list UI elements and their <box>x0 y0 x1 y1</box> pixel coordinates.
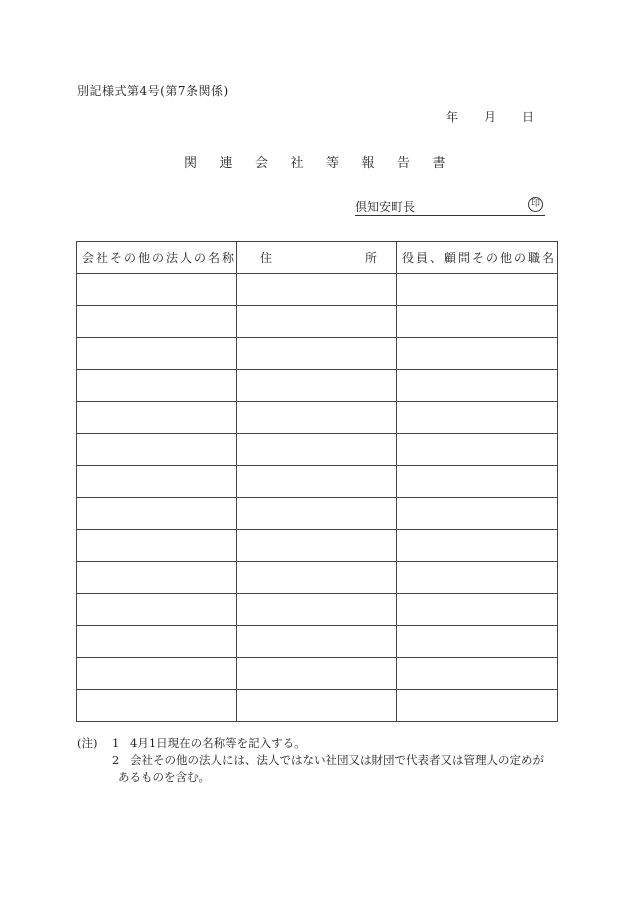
table-row <box>77 498 558 530</box>
notes-section <box>77 735 562 786</box>
date-line <box>446 108 560 125</box>
title-char: 等 <box>326 156 340 171</box>
position-cell[interactable] <box>397 626 558 658</box>
address-cell[interactable] <box>237 690 397 722</box>
position-cell[interactable] <box>397 306 558 338</box>
notes-label: (注) <box>77 736 98 750</box>
title-char: 告 <box>397 156 411 171</box>
company-name-cell[interactable] <box>77 658 237 690</box>
table-row <box>77 370 558 402</box>
table-row <box>77 434 558 466</box>
note-number: 1 <box>112 736 120 750</box>
note-text-continuation: あるものを含む。 <box>118 770 210 784</box>
company-name-cell[interactable] <box>77 370 237 402</box>
address-cell[interactable] <box>237 498 397 530</box>
position-cell[interactable] <box>397 530 558 562</box>
table-row <box>77 402 558 434</box>
address-cell[interactable] <box>237 338 397 370</box>
title-char: 社 <box>290 156 304 171</box>
company-name-cell[interactable] <box>77 274 237 306</box>
addressee-line <box>355 198 545 216</box>
title-char: 書 <box>432 156 446 171</box>
company-name-cell[interactable] <box>77 690 237 722</box>
table-row <box>77 530 558 562</box>
address-cell[interactable] <box>237 466 397 498</box>
table-row <box>77 658 558 690</box>
position-cell[interactable] <box>397 690 558 722</box>
position-cell[interactable] <box>397 434 558 466</box>
header-address <box>237 242 397 274</box>
address-cell[interactable] <box>237 562 397 594</box>
position-cell[interactable] <box>397 338 558 370</box>
title-char: 関 <box>184 156 198 171</box>
position-cell[interactable] <box>397 402 558 434</box>
table-row <box>77 274 558 306</box>
position-cell[interactable] <box>397 562 558 594</box>
position-cell[interactable] <box>397 594 558 626</box>
company-table <box>76 241 558 722</box>
date-year-label: 年 <box>446 110 459 124</box>
company-name-cell[interactable] <box>77 498 237 530</box>
position-cell[interactable] <box>397 466 558 498</box>
title-char: 会 <box>255 156 269 171</box>
seal-mark: 印 <box>528 197 543 212</box>
note-text: 会社その他の法人には、法人ではない社団又は財団で代表者又は管理人の定めが <box>130 753 544 767</box>
note-text: 4月1日現在の名称等を記入する。 <box>130 736 306 750</box>
header-position: 役員、顧問その他の職名 <box>397 242 558 274</box>
form-number-label: 別記様式第4号(第7条関係) <box>77 84 229 98</box>
title-char: 報 <box>361 156 375 171</box>
company-name-cell[interactable] <box>77 402 237 434</box>
address-cell[interactable] <box>237 306 397 338</box>
address-cell[interactable] <box>237 594 397 626</box>
note-number: 2 <box>112 753 120 767</box>
table-row <box>77 466 558 498</box>
address-cell[interactable] <box>237 530 397 562</box>
document-title <box>184 152 468 171</box>
company-name-cell[interactable] <box>77 530 237 562</box>
company-name-cell[interactable] <box>77 338 237 370</box>
title-char: 連 <box>219 156 233 171</box>
company-name-cell[interactable] <box>77 434 237 466</box>
header-address-part1: 住 <box>260 251 273 265</box>
table-row <box>77 626 558 658</box>
address-cell[interactable] <box>237 434 397 466</box>
company-name-cell[interactable] <box>77 562 237 594</box>
company-name-cell[interactable] <box>77 466 237 498</box>
table-row <box>77 338 558 370</box>
address-cell[interactable] <box>237 402 397 434</box>
table-row <box>77 594 558 626</box>
header-company-name: 会社その他の法人の名称 <box>77 242 237 274</box>
address-cell[interactable] <box>237 274 397 306</box>
note-item <box>77 752 562 769</box>
date-day-label: 日 <box>522 110 535 124</box>
note-item <box>77 735 562 752</box>
table-row <box>77 306 558 338</box>
table-header-row <box>77 242 558 274</box>
position-cell[interactable] <box>397 370 558 402</box>
address-cell[interactable] <box>237 626 397 658</box>
addressee-name: 倶知安町長 <box>355 200 416 214</box>
company-name-cell[interactable] <box>77 626 237 658</box>
header-address-part2: 所 <box>364 251 377 265</box>
company-name-cell[interactable] <box>77 594 237 626</box>
address-cell[interactable] <box>237 370 397 402</box>
position-cell[interactable] <box>397 498 558 530</box>
date-month-label: 月 <box>484 110 497 124</box>
address-cell[interactable] <box>237 658 397 690</box>
table-row <box>77 690 558 722</box>
table-row <box>77 562 558 594</box>
company-name-cell[interactable] <box>77 306 237 338</box>
position-cell[interactable] <box>397 658 558 690</box>
position-cell[interactable] <box>397 274 558 306</box>
